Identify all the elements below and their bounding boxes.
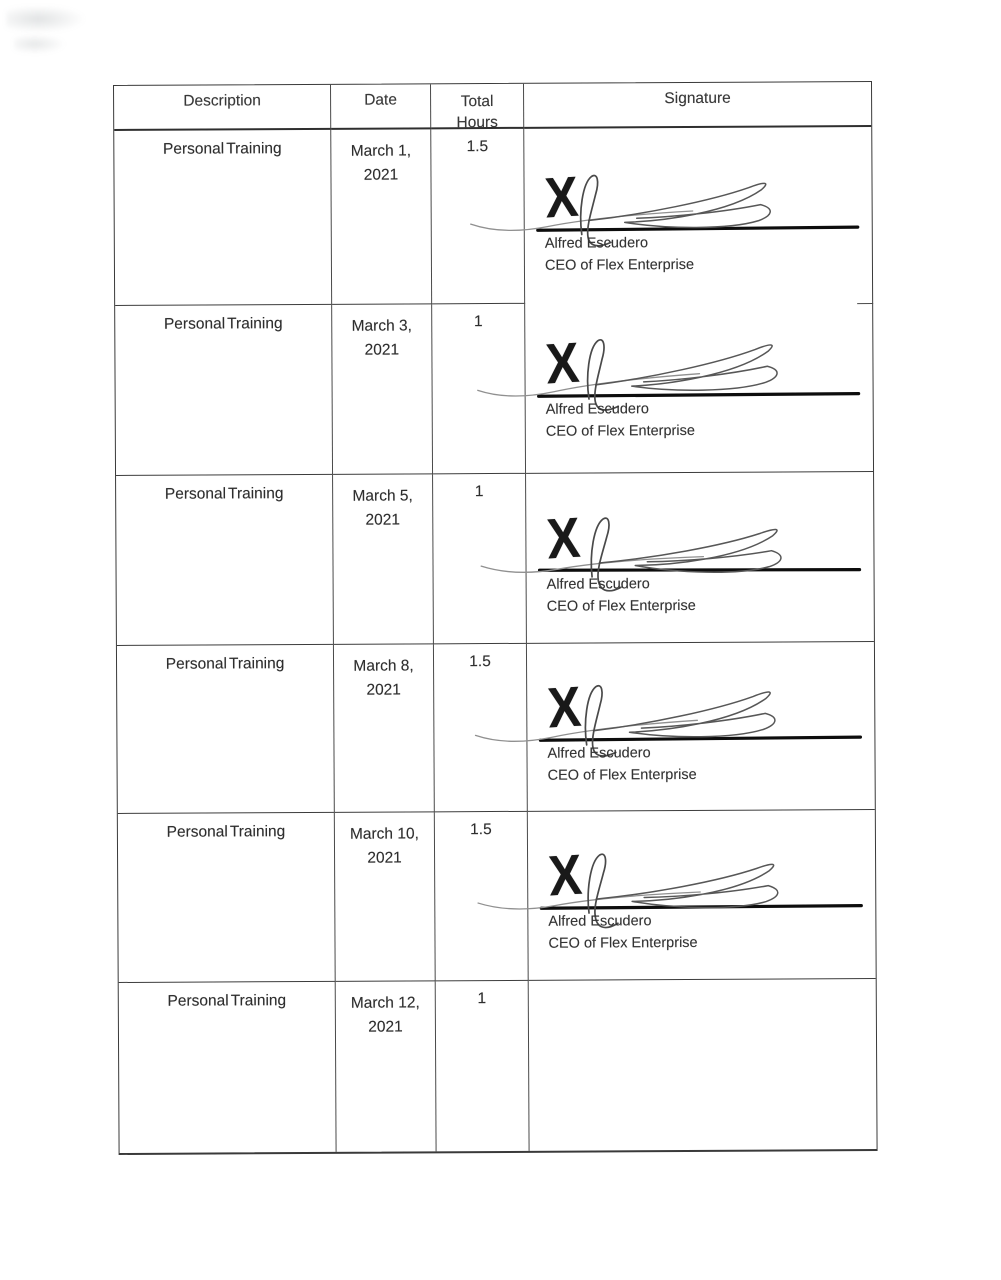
header-label: Date [364, 91, 398, 109]
header-cell-description [114, 85, 331, 131]
signature-block [528, 810, 876, 980]
date-cell: March 8, 2021 [334, 644, 435, 813]
signature-x-mark: X [545, 506, 582, 572]
signer-name: Alfred Escudero [545, 401, 649, 418]
date-cell: March 1, 2021 [331, 129, 432, 305]
total-hours-cell: 1.5 [431, 129, 525, 304]
signer-name: Alfred Escudero [546, 576, 650, 593]
description-cell: Personal Training [115, 305, 333, 476]
header-label: Description [183, 92, 261, 110]
signature-underline [539, 394, 859, 397]
signer-name: Alfred Escudero [544, 235, 649, 252]
signature-underline [540, 737, 860, 740]
description-cell: Personal Training [116, 475, 334, 646]
description-cell: Personal Training [119, 982, 337, 1153]
total-hours-cell: 1.5 [434, 644, 528, 812]
scan-artifact-smudge [6, 5, 86, 33]
signer-name: Alfred Escudero [547, 745, 651, 762]
signer-title: CEO of Flex Enterprise [544, 256, 695, 274]
signer-name: Alfred Escudero [548, 913, 652, 930]
date-cell: March 12, 2021 [336, 981, 437, 1152]
date-cell: March 10, 2021 [335, 812, 436, 982]
description-cell: Personal Training [118, 813, 336, 983]
signature-cell [524, 127, 872, 304]
header-label: Total Hours [456, 93, 498, 132]
signature-underline [540, 569, 860, 572]
signature-x-mark: X [546, 843, 584, 909]
date-cell: March 5, 2021 [333, 474, 434, 645]
total-hours-cell: 1 [432, 304, 526, 474]
signature-cell [527, 642, 875, 812]
signature-cell [525, 302, 873, 474]
signature-x-mark: X [545, 675, 583, 741]
signature-cell [526, 472, 874, 644]
date-cell: March 3, 2021 [332, 304, 433, 475]
total-hours-cell: 1 [436, 981, 530, 1151]
header-label: Signature [664, 89, 731, 108]
scan-artifact-smudge [14, 34, 66, 54]
signature-block [527, 642, 875, 811]
signer-title: CEO of Flex Enterprise [547, 766, 697, 784]
signature-x-mark: X [543, 165, 580, 231]
description-cell: Personal Training [114, 130, 332, 306]
description-cell: Personal Training [117, 645, 335, 814]
total-hours-cell: 1.5 [435, 812, 529, 981]
header-cell-signature [524, 82, 871, 129]
signature-x-mark: X [544, 331, 581, 397]
total-hours-cell: 1 [433, 474, 527, 644]
signature-cell [528, 810, 876, 981]
signer-title: CEO of Flex Enterprise [546, 597, 696, 615]
header-cell-date [331, 84, 431, 130]
training-log-table [113, 81, 878, 1155]
signature-block [526, 472, 874, 643]
signer-title: CEO of Flex Enterprise [545, 422, 695, 440]
signature-block [524, 127, 872, 304]
signature-cell-empty [529, 979, 877, 1151]
signature-block [525, 302, 873, 473]
header-cell-total-hours [431, 84, 524, 132]
signer-title: CEO of Flex Enterprise [548, 934, 698, 952]
